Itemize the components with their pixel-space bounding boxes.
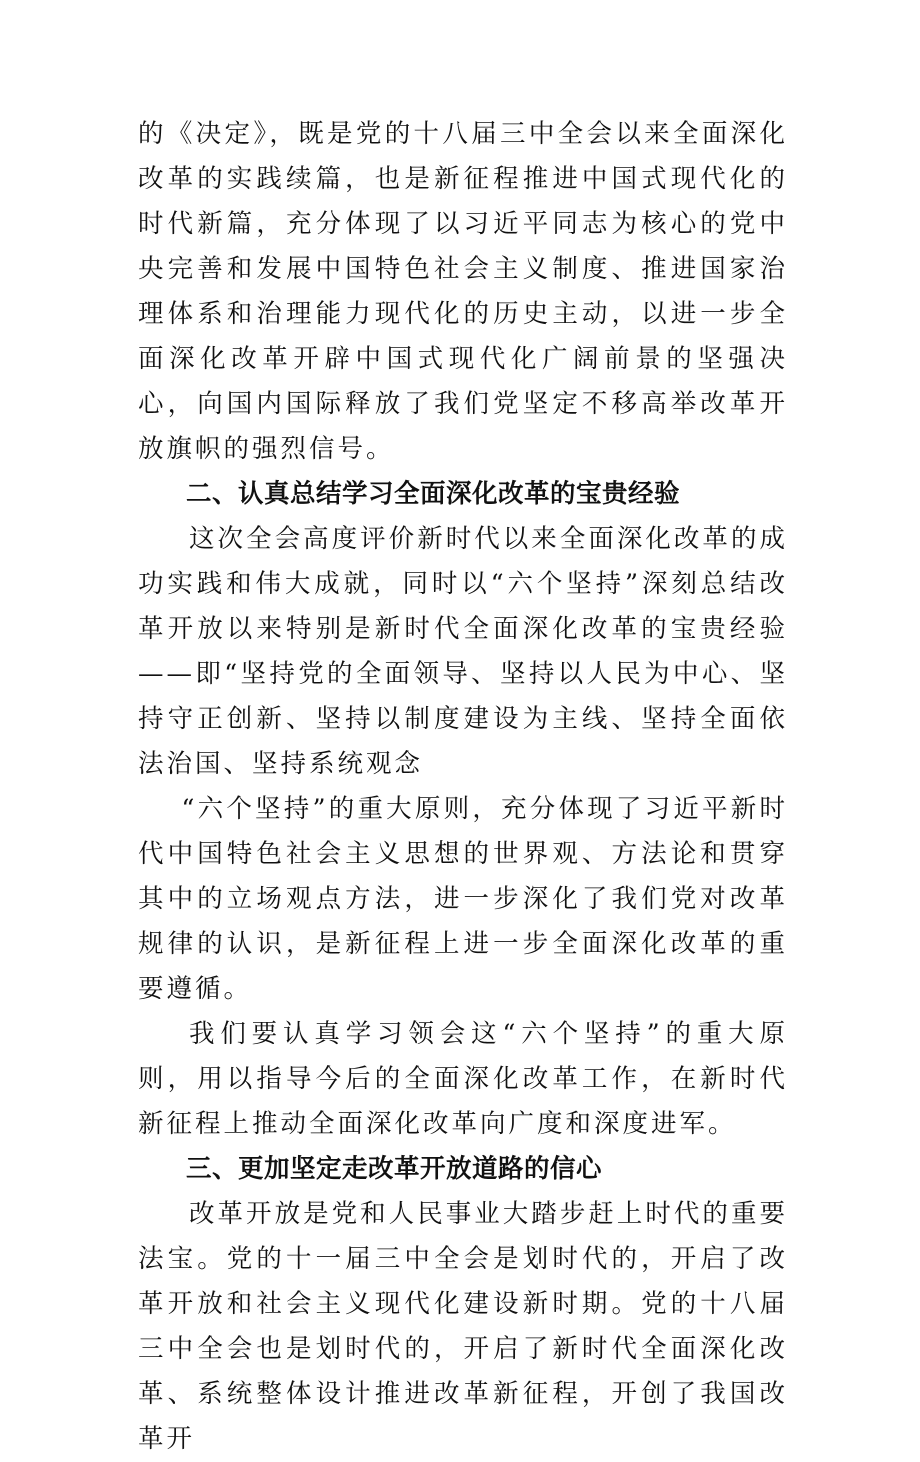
paragraph-six-persistences-intro: 这次全会高度评价新时代以来全面深化改革的成功实践和伟大成就，同时以“六个坚持”深刻总结改革开放以来特别是新时代全面深化改革的宝贵经验——即“坚持党的全面领导、坚持以人民为中心、坚持守正创新、坚持以制度建设为主线、坚持全面依法治国、坚持系统观念 xyxy=(138,524,788,779)
paragraph-decision-continuation: 的《决定》，既是党的十八届三中全会以来全面深化改革的实践续篇，也是新征程推进中国式现代化的时代新篇，充分体现了以习近平同志为核心的党中央完善和发展中国特色社会主义制度、推进国家治理体系和治理能力现代化的历史主动，以进一步全面深化改革开辟中国式现代化广阔前景的坚强决心，向国内国际释放了我们党坚定不移高举改革开放旗帜的强烈信号。 xyxy=(138,119,788,464)
document-body xyxy=(138,112,788,1462)
paragraph-six-persistences-principle: “六个坚持”的重大原则，充分体现了习近平新时代中国特色社会主义思想的世界观、方法论和贯穿其中的立场观点方法，进一步深化了我们党对改革规律的认识，是新征程上进一步全面深化改革的重要遵循。 xyxy=(138,794,788,1004)
section-heading-summarize-experience: 二、认真总结学习全面深化改革的宝贵经验 xyxy=(186,479,681,509)
paragraph-reform-opening: 改革开放是党和人民事业大踏步赶上时代的重要法宝。党的十一届三中全会是划时代的，开启了改革开放和社会主义现代化建设新时期。党的十八届三中全会也是划时代的，开启了新时代全面深化改革、系统整体设计推进改革新征程，开创了我国改革开 xyxy=(138,1199,788,1454)
section-heading-reform-confidence: 三、更加坚定走改革开放道路的信心 xyxy=(186,1154,603,1184)
paragraph-study-principles: 我们要认真学习领会这“六个坚持”的重大原则，用以指导今后的全面深化改革工作，在新时代新征程上推动全面深化改革向广度和深度进军。 xyxy=(138,1019,788,1139)
